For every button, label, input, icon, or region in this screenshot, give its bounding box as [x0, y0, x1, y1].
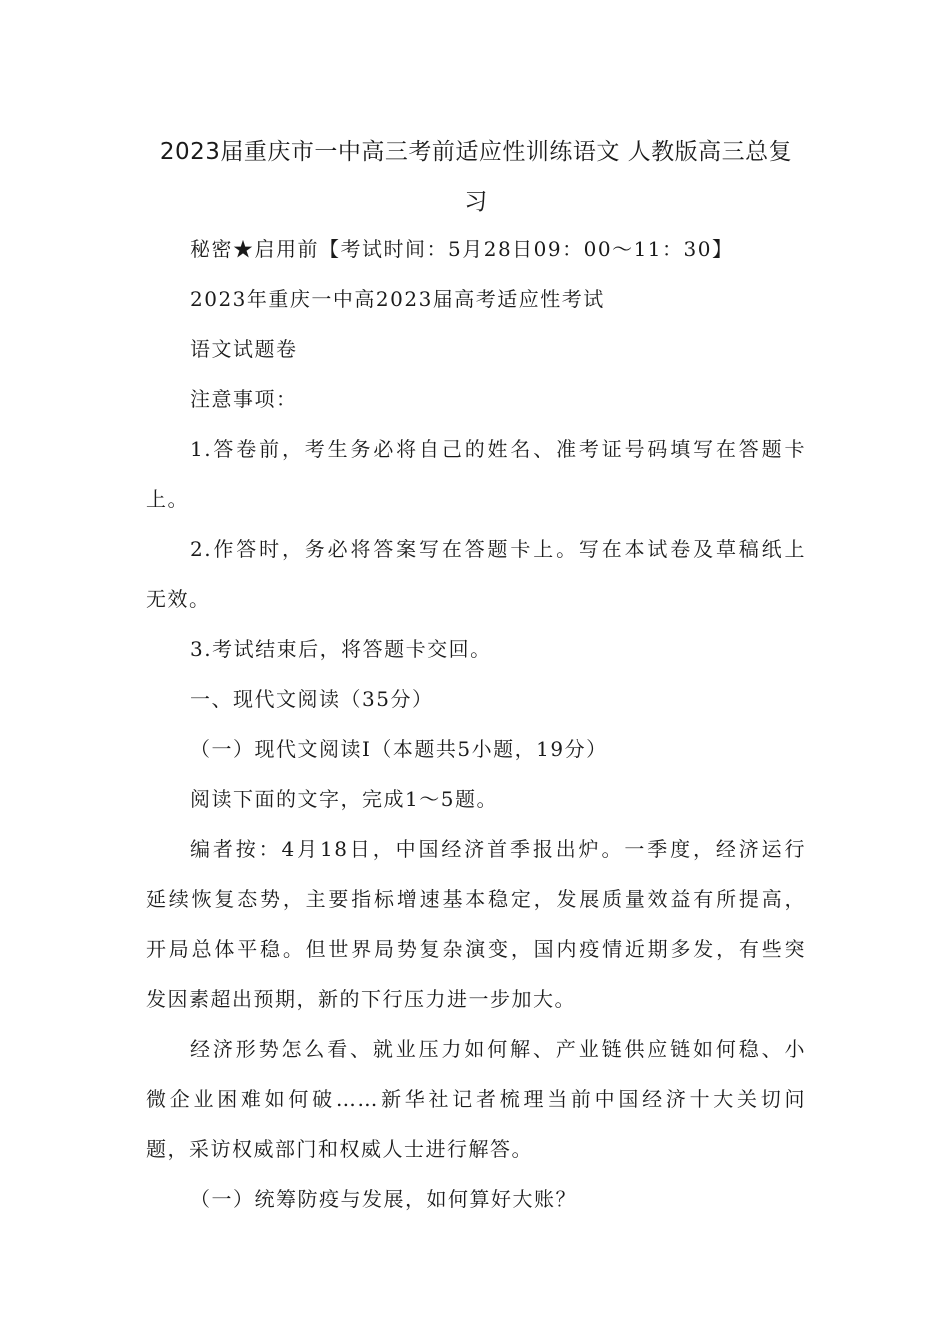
note-item-1-cont: 上。	[146, 487, 189, 511]
passage-question-heading: （一）统筹防疫与发展，如何算好大账？	[190, 1187, 577, 1211]
subsection-heading: （一）现代文阅读Ⅰ（本题共5小题，19分）	[190, 737, 608, 761]
reading-instruction: 阅读下面的文字，完成1～5题。	[190, 787, 498, 811]
section-heading: 一、现代文阅读（35分）	[190, 687, 434, 711]
note-item-3: 3.考试结束后，将答题卡交回。	[190, 637, 492, 661]
title-line-2: 习	[464, 189, 488, 215]
note-item-2-cont: 无效。	[146, 587, 211, 611]
document-title	[146, 127, 806, 227]
secret-line: 秘密★启用前【考试时间：5月28日09：00～11：30】	[190, 237, 734, 261]
title-line-1: 2023届重庆市一中高三考前适应性训练语文 人教版高三总复	[159, 139, 793, 165]
passage-para-2-line-1: 经济形势怎么看、就业压力如何解、产业链供应链如何稳、小	[190, 1037, 806, 1061]
note-item-2: 2.作答时，务必将答案写在答题卡上。写在本试卷及草稿纸上	[190, 537, 806, 561]
passage-para-2-line-3: 题，采访权威部门和权威人士进行解答。	[146, 1137, 533, 1161]
passage-para-2-line-2: 微企业困难如何破……新华社记者梳理当前中国经济十大关切问	[146, 1087, 806, 1111]
note-item-1: 1.答卷前，考生务必将自己的姓名、准考证号码填写在答题卡	[190, 437, 806, 461]
passage-para-1-line-1: 编者按：4月18日，中国经济首季报出炉。一季度，经济运行	[190, 837, 806, 861]
passage-para-1-line-2: 延续恢复态势，主要指标增速基本稳定，发展质量效益有所提高，	[146, 887, 806, 911]
exam-name: 2023年重庆一中高2023届高考适应性考试	[190, 287, 605, 311]
passage-para-1-line-3: 开局总体平稳。但世界局势复杂演变，国内疫情近期多发，有些突	[146, 937, 806, 961]
paper-name: 语文试题卷	[190, 337, 298, 361]
passage-para-1-line-4: 发因素超出预期，新的下行压力进一步加大。	[146, 987, 576, 1011]
notes-heading: 注意事项：	[190, 387, 298, 411]
